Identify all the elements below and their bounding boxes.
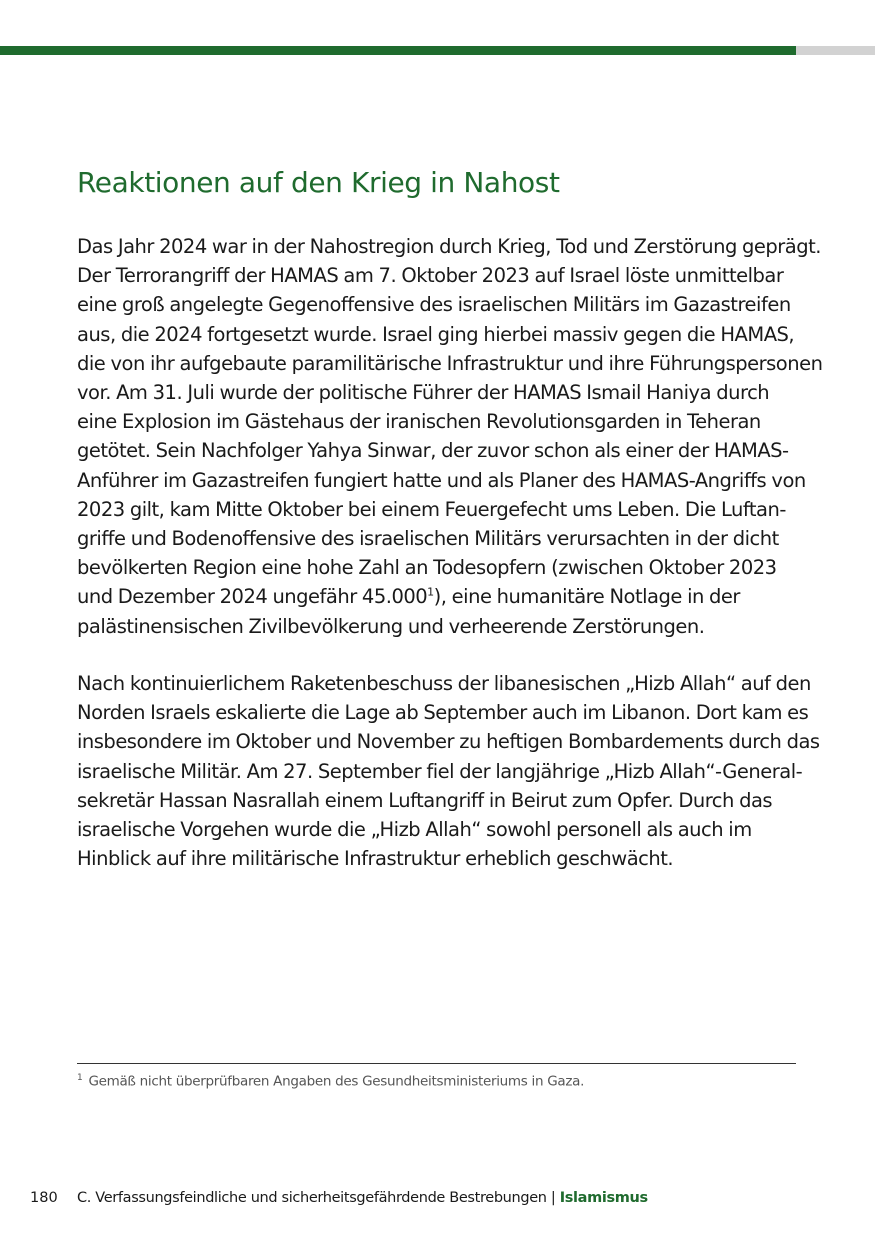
text-line: aus, die 2024 fortgesetzt wurde. Israel ging hierbei massiv gegen die HAMAS, [77,322,795,346]
footer-separator: | [550,1190,556,1206]
text-segment: ), eine humanitäre Notlage in der [433,585,740,609]
text-line: palästinensischen Zivilbevölkerung und verheerende Zerstörungen. [77,614,705,638]
header-accent-bar [0,46,796,55]
text-line: Norden Israels eskalierte die Lage ab September auch im Libanon. Dort kam es [77,701,809,725]
text-line: getötet. Sein Nachfolger Yahya Sinwar, der zuvor schon als einer der HAMAS- [77,439,789,463]
footnote [77,1069,584,1092]
text-line: Anführer im Gazastreifen fungiert hatte und als Planer des HAMAS-Angriffs von [77,468,806,492]
text-line: Das Jahr 2024 war in der Nahostregion durch Krieg, Tod und Zerstörung geprägt. [77,235,821,258]
page-title: Reaktionen auf den Krieg in Nahost [77,166,560,199]
text-line: die von ihr aufgebaute paramilitärische Infrastruktur und ihre Führungspersonen [77,351,823,375]
footer-section: Islamismus [559,1190,648,1206]
text-line: sekretär Hassan Nasrallah einem Luftangriff in Beirut zum Opfer. Durch das [77,788,773,812]
footnote-marker: 1 [77,1073,83,1083]
paragraph-1 [77,232,823,641]
text-line: bevölkerten Region eine hohe Zahl an Todesopfern (zwischen Oktober 2023 [77,556,777,580]
text-line: Der Terrorangriff der HAMAS am 7. Oktober 2023 auf Israel löste unmittelbar [77,264,784,288]
text-line: vor. Am 31. Juli wurde der politische Führer der HAMAS Ismail Haniya durch [77,381,770,405]
text-line: insbesondere im Oktober und November zu heftigen Bombardements durch das [77,730,820,754]
text-line: Hinblick auf ihre militärische Infrastruktur erheblich geschwächt. [77,847,674,871]
text-line: eine Explosion im Gästehaus der iranischen Revolutionsgarden in Teheran [77,410,761,434]
page-number: 180 [30,1190,58,1206]
footnote-text: Gemäß nicht überprüfbaren Angaben des Gesundheitsministeriums in Gaza. [88,1073,585,1090]
text-line: israelische Vorgehen wurde die „Hizb Allah“ sowohl personell als auch im [77,818,752,842]
footer-chapter: C. Verfassungsfeindliche und sicherheitsgefährdende Bestrebungen [77,1190,547,1206]
text-line: Nach kontinuierlichem Raketenbeschuss der libanesischen „Hizb Allah“ auf den [77,672,811,695]
text-line-with-footnote [77,582,797,611]
text-line: griffe und Bodenoffensive des israelischen Militärs verursachten in der dicht [77,527,779,551]
text-segment: und Dezember 2024 ungefähr 45.000 [77,585,428,609]
footnote-reference[interactable]: 1 [427,585,434,599]
footnote-divider [77,1063,796,1064]
header-secondary-bar [796,46,875,55]
text-line: 2023 gilt, kam Mitte Oktober bei einem Feuergefecht ums Leben. Die Luftan- [77,497,786,521]
paragraph-2 [77,669,820,873]
text-line: eine groß angelegte Gegenoffensive des israelischen Militärs im Gazastreifen [77,293,791,317]
text-line: israelische Militär. Am 27. September fiel der langjährige „Hizb Allah“-General- [77,759,803,783]
running-footer [77,1190,648,1206]
